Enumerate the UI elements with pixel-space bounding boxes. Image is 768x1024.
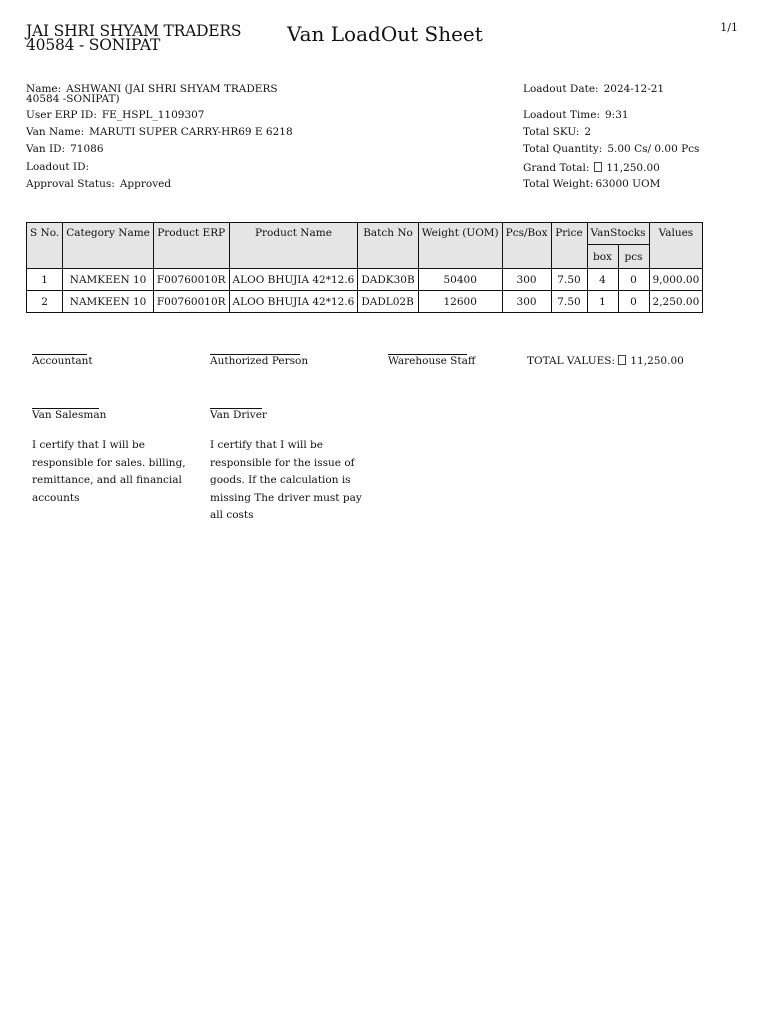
info-approval-status-label: Approval Status: <box>26 178 115 190</box>
cell-values: 9,000.00 <box>649 269 703 291</box>
info-loadout-id <box>26 162 94 173</box>
col-header-weight: Weight (UOM) <box>418 223 502 269</box>
warehouse-staff-label: Warehouse Staff <box>388 355 476 367</box>
col-header-price: Price <box>551 223 587 269</box>
cell-product-name: ALOO BHUJIA 42*12.6 <box>229 291 358 313</box>
info-name-value: ASHWANI (JAI SHRI SHYAM TRADERS 40584 -SONIPAT) <box>26 83 278 105</box>
loadout-table <box>26 222 703 313</box>
col-header-vanstocks: VanStocks <box>587 223 649 245</box>
cell-product-erp: F00760010R <box>153 269 229 291</box>
info-total-weight-label: Total Weight: <box>523 178 594 190</box>
info-total-weight <box>523 179 660 190</box>
info-loadout-date-label: Loadout Date: <box>523 83 599 95</box>
info-user-erp <box>26 110 205 121</box>
cell-pcs-box: 300 <box>502 291 551 313</box>
salesman-certification-note: I certify that I will be responsible for sales. billing, remittance, and all financial accounts <box>32 439 186 504</box>
cell-box: 1 <box>587 291 618 313</box>
page-number: 1/1 <box>720 21 738 34</box>
cell-price: 7.50 <box>551 269 587 291</box>
info-van-id <box>26 144 104 155</box>
total-values-label: TOTAL VALUES: <box>527 355 616 367</box>
info-loadout-time <box>523 110 629 121</box>
van-salesman-label: Van Salesman <box>32 409 107 421</box>
table-header-row <box>27 223 703 245</box>
info-total-quantity-label: Total Quantity: <box>523 143 603 155</box>
driver-certification-note: I certify that I will be responsible for the issue of goods. If the calculation is missing The driver must pay all costs <box>210 439 362 521</box>
info-grand-total-label: Grand Total: <box>523 162 590 174</box>
company-name: JAI SHRI SHYAM TRADERS 40584 - SONIPAT <box>26 22 242 54</box>
col-header-product-name: Product Name <box>229 223 358 269</box>
cell-batch: DADL02B <box>358 291 418 313</box>
col-header-product-erp: Product ERP <box>153 223 229 269</box>
rupee-icon <box>594 162 602 172</box>
info-total-weight-value: 63000 UOM <box>595 178 661 190</box>
cell-values: 2,250.00 <box>649 291 703 313</box>
authorized-person-label: Authorized Person <box>210 355 309 367</box>
total-values <box>527 355 684 367</box>
info-loadout-time-value: 9:31 <box>605 109 629 121</box>
cell-category: NAMKEEN 10 <box>63 269 154 291</box>
accountant-label: Accountant <box>32 355 93 367</box>
info-total-sku <box>523 127 591 138</box>
col-header-batch: Batch No <box>358 223 418 269</box>
cell-weight: 12600 <box>418 291 502 313</box>
cell-pcs: 0 <box>618 291 649 313</box>
col-header-pcs-box: Pcs/Box <box>502 223 551 269</box>
cell-box: 4 <box>587 269 618 291</box>
info-approval-status-value: Approved <box>119 178 172 190</box>
cell-category: NAMKEEN 10 <box>63 291 154 313</box>
cell-product-erp: F00760010R <box>153 291 229 313</box>
cell-pcs: 0 <box>618 269 649 291</box>
info-total-sku-label: Total SKU: <box>523 126 580 138</box>
van-driver-label: Van Driver <box>210 409 267 421</box>
cell-sno: 1 <box>27 269 63 291</box>
cell-weight: 50400 <box>418 269 502 291</box>
info-van-name-label: Van Name: <box>26 126 85 138</box>
cell-sno: 2 <box>27 291 63 313</box>
info-total-sku-value: 2 <box>584 126 592 138</box>
info-name-label: Name: <box>26 83 62 95</box>
info-user-erp-label: User ERP ID: <box>26 109 97 121</box>
info-grand-total-value: 11,250.00 <box>606 162 660 174</box>
col-header-pcs: pcs <box>618 245 649 269</box>
info-name <box>26 84 288 104</box>
page-title: Van LoadOut Sheet <box>287 22 483 46</box>
col-header-category: Category Name <box>63 223 154 269</box>
info-user-erp-value: FE_HSPL_1109307 <box>101 109 205 121</box>
col-header-values: Values <box>649 223 703 269</box>
cell-batch: DADK30B <box>358 269 418 291</box>
info-grand-total <box>523 162 660 174</box>
col-header-box: box <box>587 245 618 269</box>
info-total-quantity-value: 5.00 Cs/ 0.00 Pcs <box>607 143 700 155</box>
col-header-sno: S No. <box>27 223 63 269</box>
table-row <box>27 291 703 313</box>
info-loadout-id-label: Loadout ID: <box>26 161 90 173</box>
info-loadout-date-value: 2024-12-21 <box>603 83 665 95</box>
cell-product-name: ALOO BHUJIA 42*12.6 <box>229 269 358 291</box>
table-row <box>27 269 703 291</box>
cell-price: 7.50 <box>551 291 587 313</box>
info-van-name-value: MARUTI SUPER CARRY-HR69 E 6218 <box>89 126 293 138</box>
info-total-quantity <box>523 144 699 155</box>
total-values-amount: 11,250.00 <box>630 355 684 367</box>
info-van-name <box>26 127 293 138</box>
info-van-id-value: 71086 <box>70 143 104 155</box>
info-van-id-label: Van ID: <box>26 143 66 155</box>
info-loadout-date <box>523 84 664 95</box>
info-approval-status <box>26 179 171 190</box>
info-loadout-time-label: Loadout Time: <box>523 109 600 121</box>
cell-pcs-box: 300 <box>502 269 551 291</box>
rupee-icon <box>618 355 626 365</box>
